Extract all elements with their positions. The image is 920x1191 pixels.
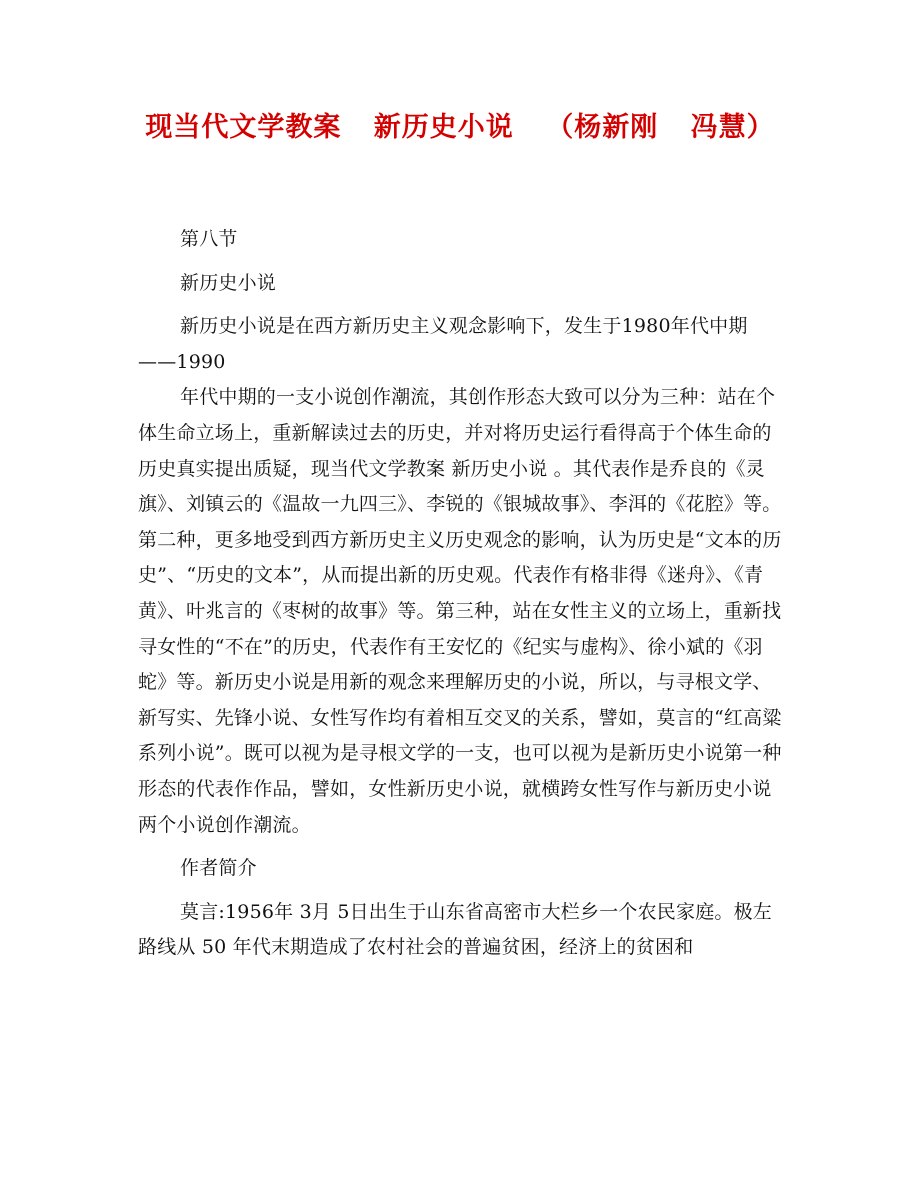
section-heading: 作者简介 <box>180 857 257 880</box>
section-subheading: 新历史小说 <box>180 271 277 294</box>
document-title: 现当代文学教案 新历史小说 （杨新刚 冯慧） <box>145 112 775 143</box>
body-paragraph: 莫言:1956年 3月 5日出生于山东省高密市大栏乡一个农民家庭。极左路线从 50 年代末期造成了农村社会的普遍贫困，经济上的贫困和 <box>138 900 773 959</box>
document-body <box>138 222 782 974</box>
section-heading: 第八节 <box>180 228 238 250</box>
body-paragraph: 新历史小说是在西方新历史主义观念影响下，发生于1980年代中期——1990 <box>138 315 748 373</box>
body-paragraph: 年代中期的一支小说创作潮流，其创作形态大致可以分为三种：站在个体生命立场上，重新解读过去的历史，并对将历史运行看得高于个体生命的历史真实提出质疑，现当代文学教案 新历史小说 。其代表作是乔良的《灵旗》、刘镇云的《温故一九四三》、李锐的《银城故事》、李洱的《花腔》等。第二种，更多地受到西方新历史主义历史观念的影响，认为历史是“文本的历史”、“历史的文本”，从而提出新的历史观。代表作有格非得《迷舟》、《青黄》、叶兆言的《枣树的故事》等。第三种，站在女性主义的立场上，重新找寻女性的“不在”的历史，代表作有王安忆的《纪实与虚构》、徐小斌的《羽蛇》等。新历史小说是用新的观念来理解历史的小说，所以，与寻根文学、新写实、先锋小说、女性写作均有着相互交叉的关系，譬如，莫言的“红高粱系列小说”。既可以视为是寻根文学的一支，也可以视为是新历史小说第一种形态的代表作作品，譬如，女性新历史小说，就横跨女性写作与新历史小说两个小说创作潮流。 <box>138 386 782 836</box>
